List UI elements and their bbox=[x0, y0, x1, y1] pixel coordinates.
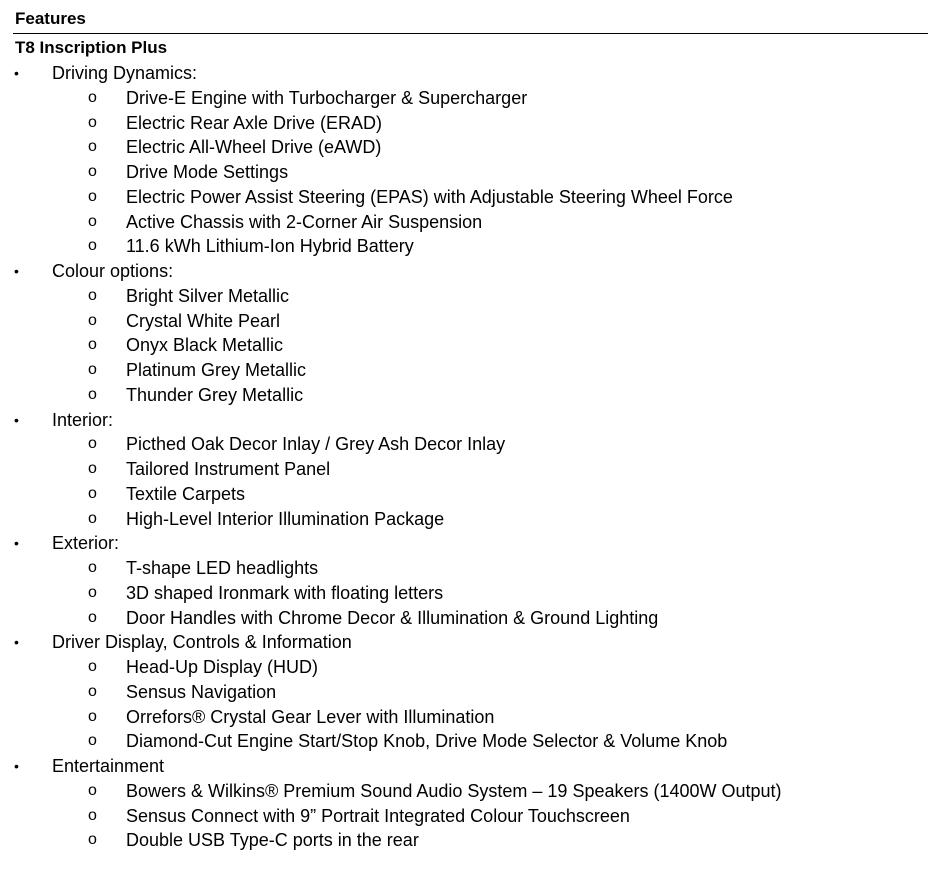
section-label: Entertainment bbox=[52, 756, 165, 776]
list-item-label: Sensus Connect with 9” Portrait Integrated Colour Touchscreen bbox=[126, 805, 630, 826]
list-item bbox=[0, 160, 946, 185]
section-label: Interior: bbox=[52, 409, 114, 430]
list-item bbox=[0, 86, 946, 111]
list-item-label: T-shape LED headlights bbox=[126, 558, 319, 578]
heading-divider bbox=[13, 33, 928, 34]
circle-bullet-icon: o bbox=[88, 311, 97, 329]
bullet-icon: • bbox=[14, 634, 19, 651]
section-heading bbox=[0, 531, 946, 556]
list-item-label: Orrefors® Crystal Gear Lever with Illumination bbox=[126, 706, 495, 727]
list-item bbox=[0, 432, 946, 457]
circle-bullet-icon: o bbox=[88, 212, 97, 230]
list-item-label: Door Handles with Chrome Decor & Illumination & Ground Lighting bbox=[126, 607, 659, 628]
bullet-icon: • bbox=[14, 65, 19, 81]
list-item-label: Electric Rear Axle Drive (ERAD) bbox=[126, 112, 383, 133]
circle-bullet-icon: o bbox=[88, 484, 97, 502]
circle-bullet-icon: o bbox=[88, 113, 97, 131]
list-item bbox=[0, 185, 946, 210]
circle-bullet-icon: o bbox=[88, 583, 97, 601]
circle-bullet-icon: o bbox=[88, 163, 97, 180]
circle-bullet-icon: o bbox=[88, 509, 97, 527]
list-item bbox=[0, 507, 946, 532]
list-item bbox=[0, 655, 946, 680]
list-item-label: 11.6 kWh Lithium-Ion Hybrid Battery bbox=[126, 236, 414, 257]
section-heading bbox=[0, 630, 946, 655]
circle-bullet-icon: o bbox=[88, 88, 97, 106]
list-item bbox=[0, 779, 946, 804]
circle-bullet-icon: o bbox=[88, 336, 97, 354]
list-item-label: 3D shaped Ironmark with floating letters bbox=[126, 582, 444, 603]
list-item bbox=[0, 284, 946, 309]
list-item-label: Electric Power Assist Steering (EPAS) with Adjustable Steering Wheel Force bbox=[126, 186, 733, 207]
circle-bullet-icon: o bbox=[88, 682, 97, 700]
circle-bullet-icon: o bbox=[88, 286, 97, 304]
section-heading bbox=[0, 754, 946, 779]
list-item bbox=[0, 804, 946, 829]
circle-bullet-icon: o bbox=[88, 831, 97, 849]
list-item-label: High-Level Interior Illumination Package bbox=[126, 508, 445, 529]
circle-bullet-icon: o bbox=[88, 707, 97, 725]
list-item bbox=[0, 111, 946, 136]
section-label: Driver Display, Controls & Information bbox=[52, 632, 352, 653]
list-item bbox=[0, 556, 946, 581]
circle-bullet-icon: o bbox=[88, 806, 97, 824]
list-item-label: Textile Carpets bbox=[126, 483, 246, 504]
list-item-label: Onyx Black Metallic bbox=[126, 335, 284, 356]
list-item bbox=[0, 729, 946, 754]
list-item bbox=[0, 234, 946, 259]
list-item-label: Active Chassis with 2-Corner Air Suspension bbox=[126, 211, 483, 232]
circle-bullet-icon: o bbox=[88, 658, 97, 675]
list-item-label: Electric All-Wheel Drive (eAWD) bbox=[126, 137, 382, 158]
list-item-label: Drive Mode Settings bbox=[126, 162, 289, 182]
list-item-label: Double USB Type-C ports in the rear bbox=[126, 830, 419, 851]
features-heading: Features bbox=[15, 9, 86, 28]
list-item bbox=[0, 210, 946, 235]
circle-bullet-icon: o bbox=[88, 237, 97, 255]
list-item-label: Tailored Instrument Panel bbox=[126, 459, 331, 479]
list-item bbox=[0, 457, 946, 482]
list-item-label: Bright Silver Metallic bbox=[126, 285, 290, 306]
bullet-icon: • bbox=[14, 411, 19, 428]
circle-bullet-icon: o bbox=[88, 361, 97, 378]
circle-bullet-icon: o bbox=[88, 559, 97, 576]
list-item bbox=[0, 383, 946, 408]
section-heading bbox=[0, 259, 946, 284]
section-label: Driving Dynamics: bbox=[52, 63, 198, 83]
model-title: T8 Inscription Plus bbox=[15, 38, 168, 57]
list-item bbox=[0, 828, 946, 853]
list-item bbox=[0, 333, 946, 358]
bullet-icon: • bbox=[14, 263, 19, 279]
section-label: Colour options: bbox=[52, 261, 174, 281]
list-item-label: Drive-E Engine with Turbocharger & Supercharger bbox=[126, 87, 528, 108]
bullet-icon: • bbox=[14, 535, 19, 552]
circle-bullet-icon: o bbox=[88, 187, 97, 205]
section-heading bbox=[0, 408, 946, 433]
list-item bbox=[0, 705, 946, 730]
list-item bbox=[0, 135, 946, 160]
list-item bbox=[0, 606, 946, 631]
circle-bullet-icon: o bbox=[88, 385, 97, 403]
section-label: Exterior: bbox=[52, 533, 120, 554]
list-item-label: Platinum Grey Metallic bbox=[126, 360, 307, 380]
circle-bullet-icon: o bbox=[88, 732, 97, 750]
list-item bbox=[0, 581, 946, 606]
list-item bbox=[0, 309, 946, 334]
list-item-label: Diamond-Cut Engine Start/Stop Knob, Drive Mode Selector & Volume Knob bbox=[126, 731, 728, 752]
circle-bullet-icon: o bbox=[88, 608, 97, 626]
list-item-label: Head-Up Display (HUD) bbox=[126, 657, 319, 677]
list-item bbox=[0, 482, 946, 507]
circle-bullet-icon: o bbox=[88, 460, 97, 477]
list-item bbox=[0, 358, 946, 383]
list-item-label: Thunder Grey Metallic bbox=[126, 384, 304, 405]
list-item-label: Sensus Navigation bbox=[126, 681, 277, 702]
section-heading bbox=[0, 61, 946, 86]
bullet-icon: • bbox=[14, 758, 19, 774]
circle-bullet-icon: o bbox=[88, 435, 97, 453]
feature-list bbox=[0, 61, 946, 853]
circle-bullet-icon: o bbox=[88, 781, 97, 799]
list-item bbox=[0, 680, 946, 705]
list-item-label: Crystal White Pearl bbox=[126, 310, 281, 331]
list-item-label: Bowers & Wilkins® Premium Sound Audio System – 19 Speakers (1400W Output) bbox=[126, 780, 782, 801]
list-item-label: Picthed Oak Decor Inlay / Grey Ash Decor Inlay bbox=[126, 434, 506, 455]
circle-bullet-icon: o bbox=[88, 138, 97, 156]
